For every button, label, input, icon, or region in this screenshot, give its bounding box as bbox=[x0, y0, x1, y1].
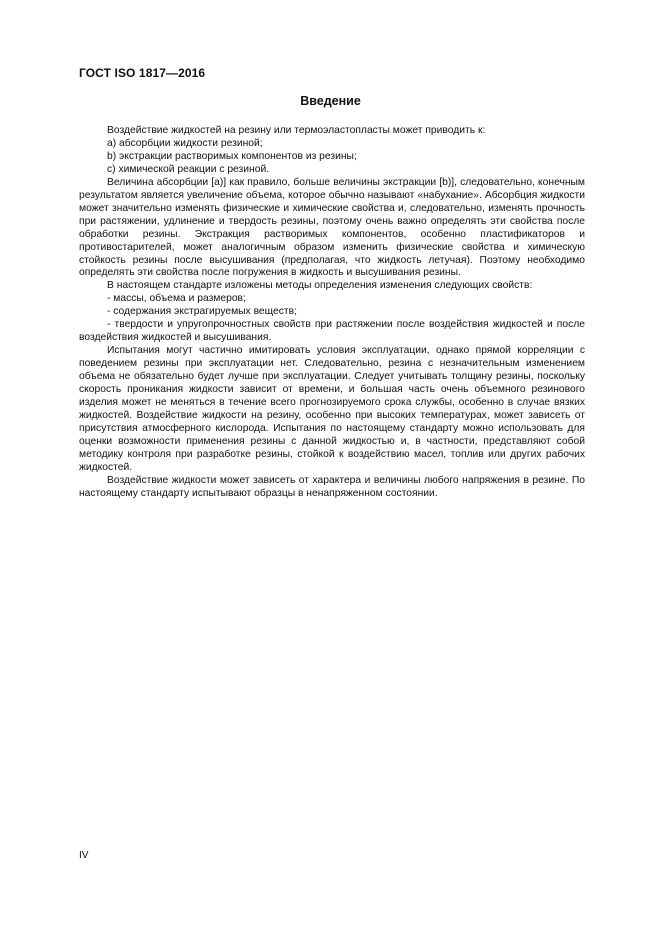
section-title: Введение bbox=[300, 94, 361, 108]
dash-item-extractables: - содержания экстрагируемых веществ; bbox=[107, 306, 297, 318]
stress-paragraph: Воздействие жидкости может зависеть от характера и величины любого напряжения в резине. По настоящему стандарту испытывают образцы в ненапряженном состоянии. bbox=[79, 474, 585, 499]
list-item-c: c) химической реакции с резиной. bbox=[107, 163, 270, 175]
dash-item-hardness: - твердости и упругопрочностных свойств при растяжении после воздействия жидкостей и после воздействия жидкостей и высушивания. bbox=[79, 319, 585, 344]
page-number: IV bbox=[79, 850, 89, 861]
document-header: ГОСТ ISO 1817—2016 bbox=[79, 66, 206, 80]
dash-item-mass: - массы, объема и размеров; bbox=[107, 293, 246, 305]
tests-paragraph: Испытания могут частично имитировать условия эксплуатации, однако прямой корреляции с поведением резины при эксплуатации нет. Следовательно, резина с незначительным изменением объема не обязательно будет лучше при эксплуатации. Следует учитывать толщину резины, поскольку скорость проникания жидкости зависит от времени, и большая часть очень объемного резинового изделия может не меняться в течение всего прогнозируемого срока службы, особенно в случае вязких жидкостей. Воздействие жидкости на резину, особенно при высоких температурах, может зависеть от присутствия атмосферного кислорода. Испытания по настоящему стандарту можно использовать для оценки возможности применения резины с данной жидкостью и, в частности, представляют собой методику контроля при разработке резины, стойкой к воздействию масел, топлив или других рабочих жидкостей. bbox=[79, 345, 585, 473]
absorption-paragraph: Величина абсорбции [a)] как правило, больше величины экстракции [b)], следовательно, конечным результатом является увеличение объема, которое обычно называют «набухание». Абсорбция жидкости может значительно изменять физические и химические свойства и, следовательно, изменять прочность при растяжении, удлинение и твердость резины, поэтому очень важно определять эти свойства после обработки резины. Экстракция растворимых компонентов, особенно пластификаторов и противостарителей, может аналогичным образом изменить физические свойства и химическую стойкость резины после высушивания (предполагая, что жидкость летучая). Поэтому необходимо определять эти свойства после погружения в жидкость и высушивания резины. bbox=[79, 176, 585, 279]
list-item-b: b) экстракции растворимых компонентов из резины; bbox=[107, 150, 357, 162]
document-body bbox=[79, 125, 585, 501]
intro-paragraph: Воздействие жидкостей на резину или термоэластопласты может приводить к: bbox=[107, 125, 486, 136]
methods-paragraph: В настоящем стандарте изложены методы определения изменения следующих свойств: bbox=[107, 280, 533, 292]
list-item-a: a) абсорбции жидкости резиной; bbox=[107, 137, 263, 149]
